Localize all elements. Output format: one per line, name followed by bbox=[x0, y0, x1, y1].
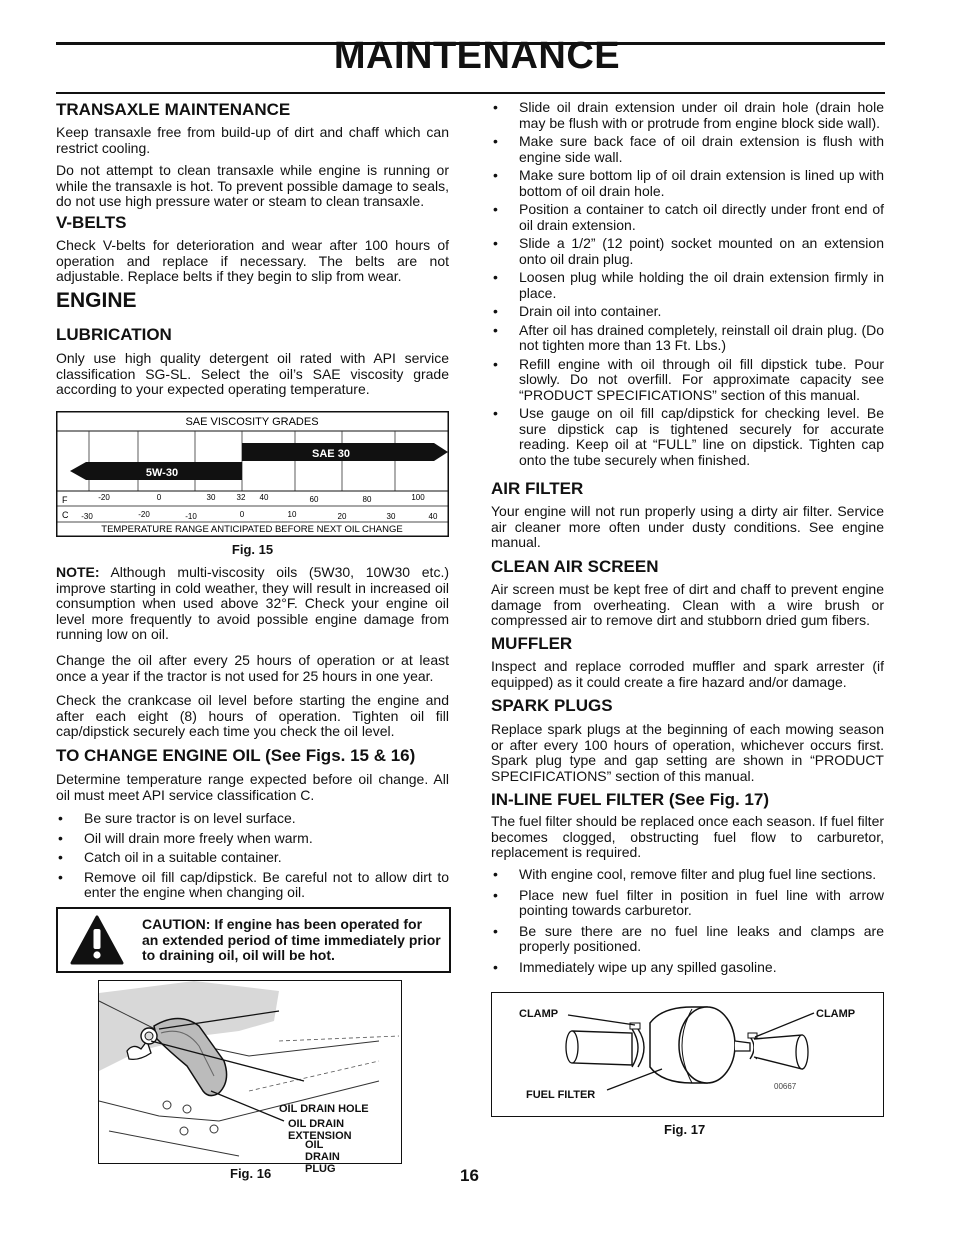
c-tick: -20 bbox=[138, 510, 150, 519]
c-tick: -30 bbox=[81, 512, 93, 521]
list-item: • Make sure back face of oil drain extension is flush with engine side wall. bbox=[491, 134, 884, 165]
list-item: • Be sure there are no fuel line leaks and clamps are properly positioned. bbox=[491, 924, 884, 955]
fuel-filter-para: The fuel filter should be replaced once each season. If fuel filter becomes clogged, obstructing fuel flow to carburetor, replacement is required. bbox=[491, 813, 885, 860]
f-tick: 0 bbox=[156, 493, 162, 502]
transaxle-para-1: Keep transaxle free from build-up of dirt and chaff which can restrict cooling. bbox=[56, 124, 449, 156]
viscosity-chart bbox=[56, 411, 449, 537]
c-label: C bbox=[62, 510, 69, 520]
spark-plugs-heading: SPARK PLUGS bbox=[491, 696, 613, 715]
c-tick: 30 bbox=[386, 512, 396, 521]
list-item: • Place new fuel filter in position in fuel line with arrow pointing towards carburetor. bbox=[491, 888, 884, 919]
5w30-label: 5W-30 bbox=[145, 467, 179, 479]
f-tick: 60 bbox=[309, 495, 319, 504]
list-item: • Use gauge on oil fill cap/dipstick for checking level. Be sure dipstick cap is tightened securely for accurate reading. Keep oil at “FULL” line on dipstick. Tighten cap onto the tube securely when finished. bbox=[491, 406, 884, 468]
list-item: • Make sure bottom lip of oil drain extension is lined up with bottom of oil drain hole. bbox=[491, 168, 884, 199]
air-filter-heading: AIR FILTER bbox=[491, 479, 584, 498]
transaxle-section bbox=[56, 100, 449, 120]
list-item: • Refill engine with oil through oil fill dipstick tube. Pour slowly. Do not overfill. For approximate capacity see “PRODUCT SPECIFICATIONS” section of this manual. bbox=[491, 357, 884, 404]
vbelts-para: Check V-belts for deterioration and wear after 100 hours of operation and replace if necessary. The belts are not adjustable. Replace belts if they begin to slip from wear. bbox=[56, 237, 449, 284]
muffler-heading: MUFFLER bbox=[491, 634, 573, 653]
note-text: Although multi-viscosity oils (5W30, 10W30 etc.) improve starting in cold weather, they will result in increased oil consumption when used above 32°F. Check your engine oil level more frequently to avoid possible engine damage from running low on oil. bbox=[56, 564, 449, 642]
list-item: • Catch oil in a suitable container. bbox=[56, 850, 449, 866]
chart-footer: TEMPERATURE RANGE ANTICIPATED BEFORE NEXT OIL CHANGE bbox=[101, 524, 403, 535]
c-tick: 0 bbox=[239, 510, 245, 519]
caution-box bbox=[56, 907, 451, 973]
title-rule bbox=[56, 92, 885, 94]
f-tick: 80 bbox=[362, 495, 372, 504]
label-oil-drain-hole: OIL DRAIN HOLE bbox=[279, 1103, 369, 1115]
fig17-illustration bbox=[491, 992, 884, 1117]
list-item: • Slide oil drain extension under oil drain hole (drain hole may be flush with or protrude from engine block side wall). bbox=[491, 100, 884, 131]
list-item: • Slide a 1/2” (12 point) socket mounted on an extension onto oil drain plug. bbox=[491, 236, 884, 267]
c-tick: 10 bbox=[287, 510, 297, 519]
drain-procedure-list bbox=[491, 100, 884, 468]
f-label: F bbox=[62, 495, 68, 505]
oil-change-interval: Change the oil after every 25 hours of operation or at least once a year if the tractor is not used for 25 hours in one year. bbox=[56, 652, 449, 684]
label-clamp-left: CLAMP bbox=[519, 1008, 559, 1020]
list-item: • Position a container to catch oil directly under front end of oil drain extension. bbox=[491, 202, 884, 233]
vbelts-heading: V-BELTS bbox=[56, 213, 127, 232]
f-tick: 100 bbox=[411, 493, 425, 502]
fuel-filter-heading: IN-LINE FUEL FILTER (See Fig. 17) bbox=[491, 790, 770, 809]
f-tick: 40 bbox=[259, 493, 269, 502]
list-item: • Drain oil into container. bbox=[491, 304, 884, 320]
fig16-caption: Fig. 16 bbox=[230, 1166, 272, 1181]
list-item: • Immediately wipe up any spilled gasoline. bbox=[491, 960, 884, 976]
warning-triangle-icon bbox=[70, 915, 124, 965]
list-item: • Remove oil fill cap/dipstick. Be careful not to allow dirt to enter the engine when changing oil. bbox=[56, 870, 449, 901]
f-tick: 32 bbox=[236, 493, 246, 502]
note-paragraph bbox=[56, 565, 449, 643]
sae30-label: SAE 30 bbox=[312, 448, 350, 460]
change-oil-para: Determine temperature range expected before oil change. All oil must meet API service classification C. bbox=[56, 771, 449, 803]
right-column bbox=[491, 100, 884, 1150]
label-clamp-right: CLAMP bbox=[816, 1008, 856, 1020]
part-number: 00667 bbox=[774, 1082, 797, 1091]
list-item: • Loosen plug while holding the oil drain extension firmly in place. bbox=[491, 270, 884, 301]
lubrication-para: Only use high quality detergent oil rated with API service classification SG-SL. Select the oil’s SAE viscosity grade according to your expected operating temperature. bbox=[56, 350, 449, 397]
muffler-para: Inspect and replace corroded muffler and spark arrester (if equipped) as it could create a fire hazard and/or damage. bbox=[491, 658, 884, 690]
air-screen-heading: CLEAN AIR SCREEN bbox=[491, 557, 659, 576]
crankcase-check: Check the crankcase oil level before starting the engine and after each eight (8) hours of operation. Tighten oil fill cap/dipstick securely each time you check the oil level. bbox=[56, 692, 449, 739]
label-oil-drain-plug: OIL DRAIN PLUG bbox=[305, 1139, 340, 1175]
fuel-filter-list bbox=[491, 867, 884, 975]
c-tick: 20 bbox=[337, 512, 347, 521]
left-column bbox=[56, 100, 449, 1180]
fig17-caption: Fig. 17 bbox=[664, 1122, 706, 1137]
note-label: NOTE: bbox=[56, 564, 100, 580]
change-oil-list bbox=[56, 811, 449, 901]
list-item: • Oil will drain more freely when warm. bbox=[56, 831, 449, 847]
label-oil-drain-extension: OIL DRAIN EXTENSION bbox=[288, 1118, 352, 1142]
caution-text: CAUTION: If engine has been operated for an extended period of time immediately prior to draining oil, oil will be hot. bbox=[142, 916, 441, 963]
chart-title: SAE VISCOSITY GRADES bbox=[185, 416, 319, 428]
air-filter-para: Your engine will not run properly using a dirty air filter. Service air cleaner more often under dusty conditions. See engine manual. bbox=[491, 503, 884, 550]
f-tick: 30 bbox=[206, 493, 216, 502]
fig15-caption: Fig. 15 bbox=[231, 542, 274, 557]
f-tick: -20 bbox=[98, 493, 110, 502]
c-tick: -10 bbox=[185, 512, 197, 521]
air-screen-para: Air screen must be kept free of dirt and chaff to prevent engine damage from overheating. Clean with a wire brush or compressed air to remove dirt and stubborn dried gum fibers. bbox=[491, 581, 884, 628]
change-oil-heading: TO CHANGE ENGINE OIL (See Figs. 15 & 16) bbox=[56, 746, 416, 765]
transaxle-para-2: Do not attempt to clean transaxle while engine is running or while the transaxle is hot. To prevent possible damage to seals, do not use high pressure water or steam to clean transaxle. bbox=[56, 162, 449, 209]
list-item: • With engine cool, remove filter and plug fuel line sections. bbox=[491, 867, 884, 883]
label-fuel-filter: FUEL FILTER bbox=[526, 1089, 596, 1101]
lubrication-heading: LUBRICATION bbox=[56, 325, 172, 344]
list-item: • Be sure tractor is on level surface. bbox=[56, 811, 449, 827]
engine-heading: ENGINE bbox=[56, 289, 137, 312]
c-tick: 40 bbox=[428, 512, 438, 521]
spark-plugs-para: Replace spark plugs at the beginning of each mowing season or after every 100 hours of operation, whichever occurs first. Spark plug type and gap setting are shown in “PRODUCT SPECIFICATIONS” section of this manual. bbox=[491, 721, 884, 784]
list-item: • After oil has drained completely, reinstall oil drain plug. (Do not tighten more than 13 Ft. Lbs.) bbox=[491, 323, 884, 354]
transaxle-heading: TRANSAXLE MAINTENANCE bbox=[56, 100, 291, 119]
page-title: MAINTENANCE bbox=[333, 35, 621, 77]
page-number: 16 bbox=[460, 1166, 479, 1185]
